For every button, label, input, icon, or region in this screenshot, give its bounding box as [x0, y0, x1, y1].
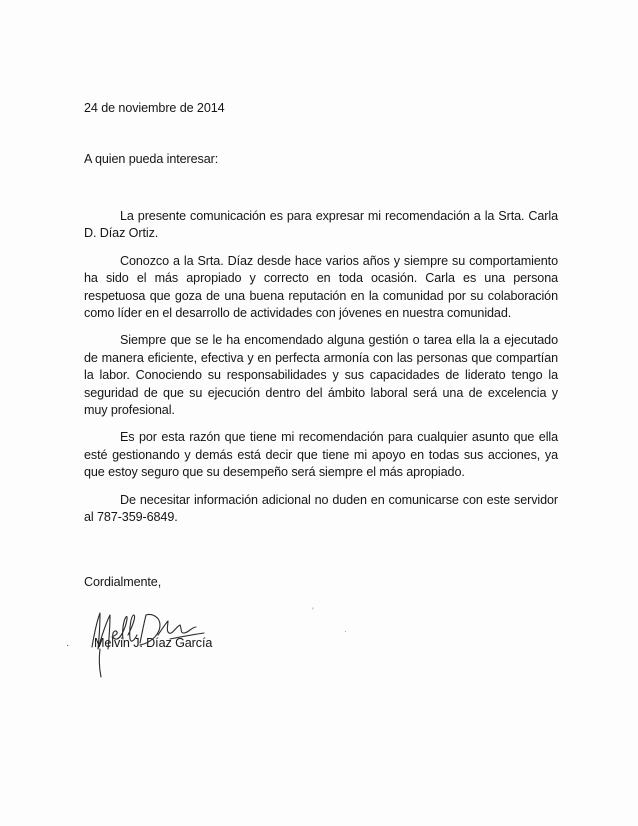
paragraph-endorsement: Es por esta razón que tiene mi recomendación para cualquier asunto que ella esté gestionando y demás está decir que tiene mi apoyo en todas sus acciones, ya que estoy seguro que su desempeño será siempre el más apropiado. — [84, 430, 558, 480]
paragraph-acquaintance: Conozco a la Srta. Díaz desde hace varios años y siempre su comportamiento ha sido el más apropiado y correcto en toda ocasión. Carla es una persona respetuosa que goza de una buena reputación en la comunidad por su colaboración como líder en el desarrollo de actividades con jóvenes en nuestra comunidad. — [84, 253, 558, 321]
letter-body — [84, 208, 558, 537]
paragraph-recommendation: La presente comunicación es para expresar mi recomendación a la Srta. Carla D. Díaz Ortiz. — [84, 209, 558, 241]
paragraph-contact: De necesitar información adicional no duden en comunicarse con este servidor al 787-359-6849. — [84, 492, 558, 525]
letter-salutation: A quien pueda interesar: — [84, 152, 219, 166]
letter-closing: Cordialmente, — [84, 575, 162, 589]
handwritten-signature — [70, 605, 230, 685]
signer-name: Melvin J. Díaz García — [94, 636, 213, 650]
scan-speck: · — [344, 626, 347, 636]
paragraph-performance: Siempre que se le ha encomendado alguna gestión o tarea ella la a ejecutado de manera eficiente, efectiva y en perfecta armonía con las personas que compartían la labor. Conociendo su responsabilidades y sus capacidades de liderato tengo la seguridad de que su ejecución dentro del ámbito laboral será una de excelencia y muy profesional. — [84, 333, 558, 418]
scan-speck: ' — [312, 606, 314, 616]
letter-date: 24 de noviembre de 2014 — [84, 101, 225, 115]
stray-mark: · — [66, 640, 70, 651]
